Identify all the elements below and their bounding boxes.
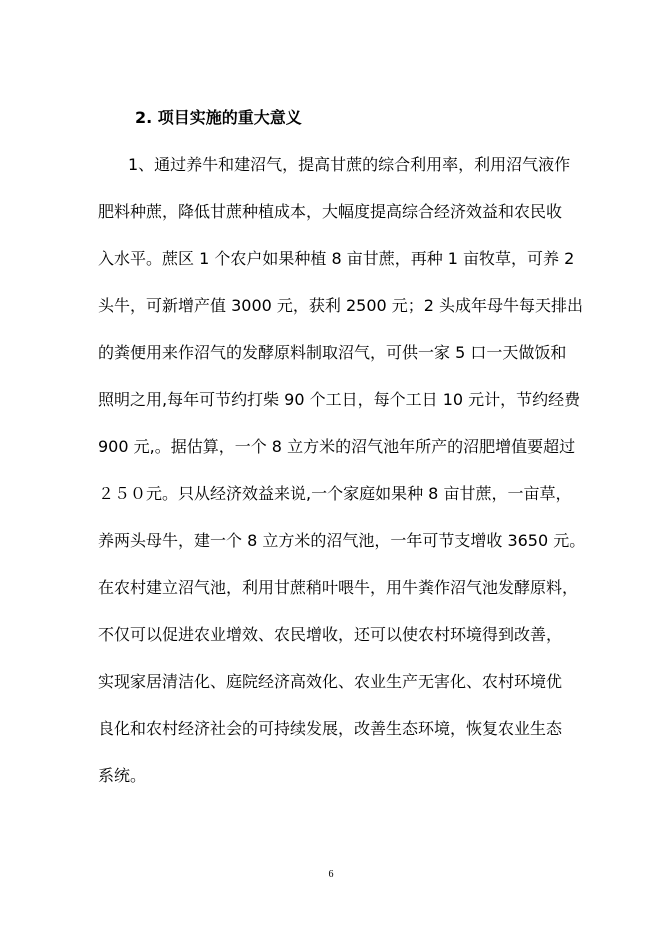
- paragraph-line: 入水平。蔗区 1 个农户如果种植 8 亩甘蔗，再种 1 亩牧草，可养 2: [98, 249, 575, 268]
- paragraph-line: 的粪便用来作沼气的发酵原料制取沼气，可供一家 5 口一天做饭和: [98, 343, 567, 362]
- paragraph-line: 良化和农村经济社会的可持续发展，改善生态环境，恢复农业生态: [98, 719, 563, 738]
- paragraph-line: ２５０元。只从经济效益来说,一个家庭如果种 8 亩甘蔗，一亩草，: [98, 484, 572, 503]
- paragraph-line: 在农村建立沼气池，利用甘蔗稍叶喂牛，用牛粪作沼气池发酵原料，: [98, 578, 579, 597]
- paragraph-line: 肥料种蔗，降低甘蔗种植成本，大幅度提高综合经济效益和农民收: [98, 202, 563, 221]
- paragraph-line: 不仅可以促进农业增效、农民增收，还可以使农村环境得到改善，: [98, 625, 563, 644]
- section-heading: 2. 项目实施的重大意义: [135, 108, 302, 127]
- page-number: 6: [328, 869, 334, 880]
- paragraph-line: 头牛，可新增产值 3000 元，获利 2500 元；2 头成年母牛每天排出: [98, 296, 584, 315]
- paragraph-line: 养两头母牛，建一个 8 立方米的沼气池，一年可节支增收 3650 元。: [98, 531, 586, 550]
- paragraph-line: 实现家居清洁化、庭院经济高效化、农业生产无害化、农村环境优: [98, 672, 563, 691]
- paragraph-line: 900 元,。据估算，一个 8 立方米的沼气池年所产的沼肥增值要超过: [98, 437, 576, 456]
- paragraph-line: 照明之用,每年可节约打柴 90 个工日，每个工日 10 元计，节约经费: [98, 390, 581, 409]
- paragraph-line: 系统。: [98, 766, 147, 785]
- paragraph-line: 1、通过养牛和建沼气，提高甘蔗的综合利用率，利用沼气液作: [128, 155, 571, 174]
